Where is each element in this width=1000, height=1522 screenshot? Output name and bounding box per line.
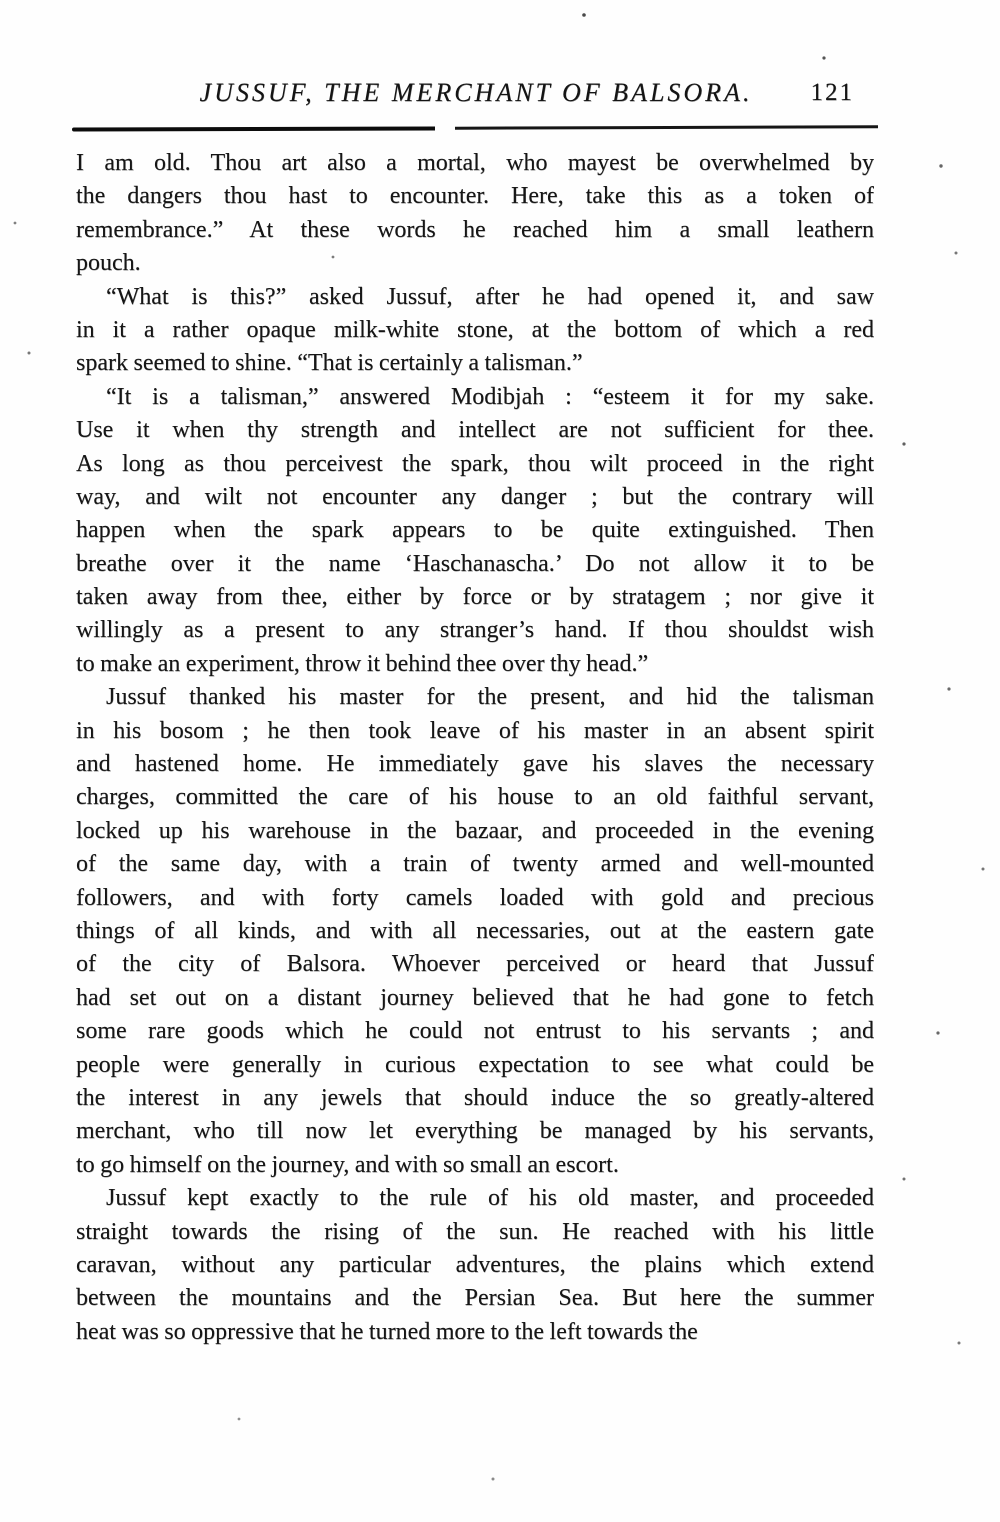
text-line: locked up his warehouse in the bazaar, and proceeded in the evening: [76, 817, 874, 844]
text-line: some rare goods which he could not entrust to his servants ; and: [76, 1018, 874, 1045]
text-line: Jussuf kept exactly to the rule of his old master, and proceeded: [106, 1185, 874, 1212]
scan-noise-specks: [0, 0, 2, 2]
paragraph: [76, 681, 874, 1182]
header-rule: [72, 125, 878, 133]
text-line: of the same day, with a train of twenty armed and well-mounted: [76, 851, 874, 878]
text-line: the dangers thou hast to encounter. Here, take this as a token of: [76, 183, 874, 210]
text-line: pouch.: [76, 250, 141, 277]
text-line: willingly as a present to any stranger’s hand. If thou shouldst wish: [76, 617, 874, 644]
text-line: Jussuf thanked his master for the present, and hid the talisman: [106, 684, 874, 711]
text-block: [76, 147, 874, 1349]
paragraph: [76, 381, 874, 682]
text-line: and hastened home. He immediately gave his slaves the necessary: [76, 751, 874, 778]
text-line: to make an experiment, throw it behind thee over thy head.”: [76, 650, 649, 677]
text-line: spark seemed to shine. “That is certainly a talisman.”: [76, 350, 583, 377]
text-line: merchant, who till now let everything be managed by his servants,: [76, 1118, 874, 1145]
text-line: between the mountains and the Persian Sea. But here the summer: [76, 1285, 874, 1312]
text-line: taken away from thee, either by force or by stratagem ; nor give it: [76, 584, 874, 611]
page-number: 121: [810, 79, 854, 106]
running-title: JUSSUF, THE MERCHANT OF BALSORA.: [199, 78, 753, 107]
text-line: heat was so oppressive that he turned more to the left towards the: [76, 1318, 698, 1345]
text-line: happen when the spark appears to be quite extinguished. Then: [76, 517, 874, 544]
text-line: to go himself on the journey, and with so small an escort.: [76, 1151, 619, 1178]
text-line: As long as thou perceivest the spark, thou wilt proceed in the right: [76, 450, 874, 477]
text-line: way, and wilt not encounter any danger ; but the contrary will: [76, 483, 874, 510]
text-line: breathe over it the name ‘Haschanascha.’ Do not allow it to be: [76, 550, 874, 577]
text-line: followers, and with forty camels loaded with gold and precious: [76, 884, 874, 911]
text-line: straight towards the rising of the sun. He reached with his little: [76, 1218, 874, 1245]
text-line: remembrance.” At these words he reached him a small leathern: [76, 216, 874, 243]
paragraph: [76, 281, 874, 381]
text-line: in it a rather opaque milk-white stone, at the bottom of which a red: [76, 316, 874, 343]
paragraph: [76, 1182, 874, 1349]
text-line: “It is a talisman,” answered Modibjah : “esteem it for my sake.: [106, 383, 874, 410]
text-line: the interest in any jewels that should induce the so greatly-altered: [76, 1084, 874, 1111]
paragraph: [76, 147, 874, 281]
text-line: “What is this?” asked Jussuf, after he had opened it, and saw: [106, 283, 874, 310]
text-line: I am old. Thou art also a mortal, who mayest be overwhelmed by: [76, 150, 874, 176]
text-line: of the city of Balsora. Whoever perceived or heard that Jussuf: [76, 951, 874, 978]
text-line: in his bosom ; he then took leave of his master in an absent spirit: [76, 717, 874, 744]
text-line: caravan, without any particular adventures, the plains which extend: [76, 1251, 874, 1278]
text-line: had set out on a distant journey believed that he had gone to fetch: [76, 984, 874, 1011]
text-line: people were generally in curious expectation to see what could be: [76, 1051, 874, 1078]
text-line: charges, committed the care of his house to an old faithful servant,: [76, 784, 874, 811]
text-line: things of all kinds, and with all necessaries, out at the eastern gate: [76, 917, 874, 944]
header-rule-right-segment: [455, 125, 878, 129]
header-rule-left-segment: [72, 127, 435, 132]
page-header: [76, 78, 876, 112]
text-line: Use it when thy strength and intellect are not sufficient for thee.: [76, 417, 874, 444]
